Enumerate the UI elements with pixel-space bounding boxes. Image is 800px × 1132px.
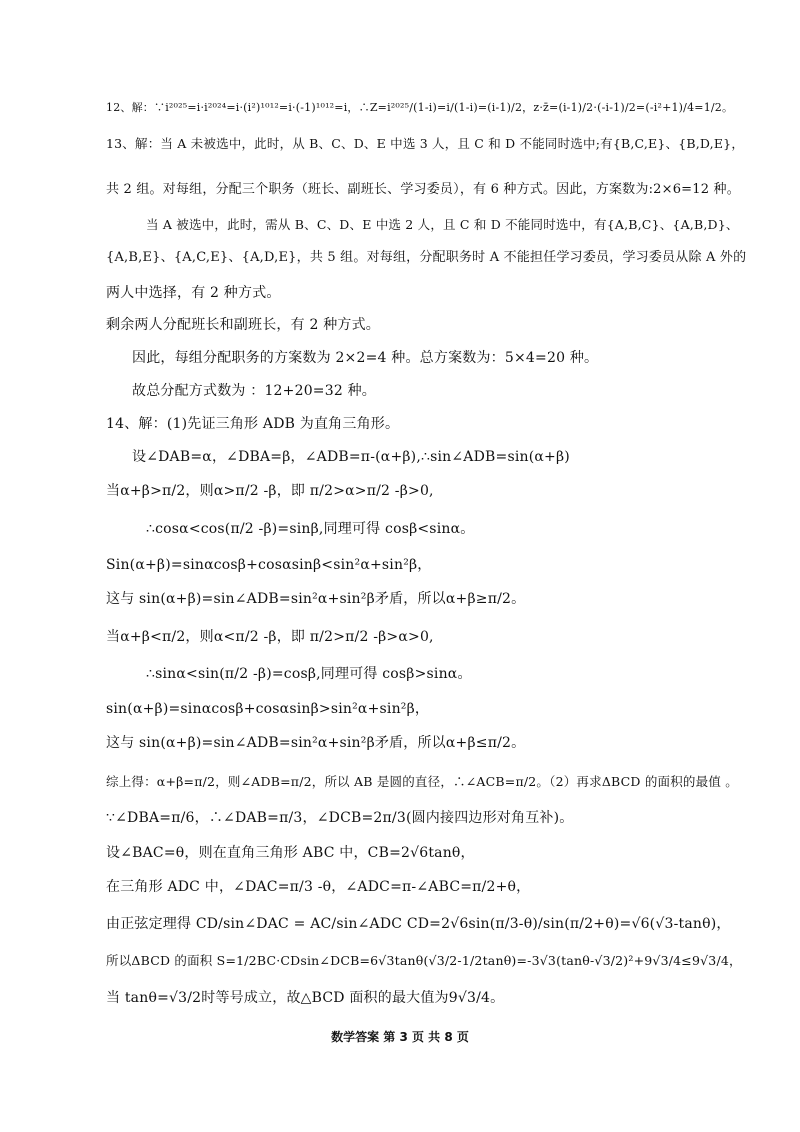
text-line: 当 A 被选中，此时，需从 B、C、D、E 中选 2 人，且 C 和 D 不能同时选中，有{A,B,C}、{A,B,D}、 xyxy=(146,217,739,232)
text-line: {A,B,E}、{A,C,E}、{A,D,E}，共 5 组。对每组，分配职务时 A 不能担任学习委员，学习委员从除 A 外的 xyxy=(106,250,747,265)
text-line: 当α+β<π/2，则α<π/2 -β，即 π/2>π/2 -β>α>0, xyxy=(106,629,434,645)
text-line: 设∠BAC=θ，则在直角三角形 ABC 中，CB=2√6tanθ， xyxy=(106,845,475,861)
text-line: sin(α+β)=sinαcosβ+cosαsinβ>sin²α+sin²β， xyxy=(106,701,430,717)
text-line: ∵∠DBA=π/6，∴∠DAB=π/3，∠DCB=2π/3(圆内接四边形对角互补)。 xyxy=(106,810,574,826)
text-line: ∴sinα<sin(π/2 -β)=cosβ,同理可得 cosβ>sinα。 xyxy=(146,666,472,682)
text-line: 这与 sin(α+β)=sin∠ADB=sin²α+sin²β矛盾，所以α+β≥π/2。 xyxy=(106,591,526,607)
text-line: ∴cosα<cos(π/2 -β)=sinβ,同理可得 cosβ<sinα。 xyxy=(146,521,475,537)
text-line: Sin(α+β)=sinαcosβ+cosαsinβ<sin²α+sin²β， xyxy=(106,557,432,573)
text-line: 这与 sin(α+β)=sin∠ADB=sin²α+sin²β矛盾，所以α+β≤π/2。 xyxy=(106,735,526,751)
text-line: 综上得：α+β=π/2，则∠ADB=π/2，所以 AB 是圆的直径，∴∠ACB=π/2。（2）再求ΔBCD 的面积的最值 。 xyxy=(106,774,738,789)
text-line: 由正弦定理得 CD/sin∠DAC = AC/sin∠ADC CD=2√6sin(π/3-θ)/sin(π/2+θ)=√6(√3-tanθ)， xyxy=(106,916,731,932)
text-line: 因此，每组分配职务的方案数为 2×2=4 种。总方案数为：5×4=20 种。 xyxy=(132,350,599,366)
text-line: 所以ΔBCD 的面积 S=1/2BC·CDsin∠DCB=6√3tanθ(√3/2-1/2tanθ)=-3√3(tanθ-√3/2)²+9√3/4≤9√3/4， xyxy=(106,953,742,968)
text-line: 14、解：(1)先证三角形 ADB 为直角三角形。 xyxy=(106,416,400,432)
text-line: 当α+β>π/2，则α>π/2 -β，即 π/2>α>π/2 -β>0, xyxy=(106,483,434,499)
text-line: 两人中选择，有 2 种方式。 xyxy=(106,285,281,301)
text-line: 13、解：当 A 未被选中，此时，从 B、C、D、E 中选 3 人，且 C 和 D 不能同时选中;有{B,C,E}、{B,D,E}， xyxy=(106,136,745,151)
text-line: 设∠DAB=α，∠DBA=β，∠ADB=π-(α+β),∴sin∠ADB=sin(α+β) xyxy=(132,449,570,465)
text-line: 在三角形 ADC 中，∠DAC=π/3 -θ，∠ADC=π-∠ABC=π/2+θ， xyxy=(106,879,531,895)
text-line: 12、解：∵i²⁰²⁵=i·i²⁰²⁴=i·(i²)¹⁰¹²=i·(-1)¹⁰¹²=i，∴Z=i²⁰²⁵/(1-i)=i/(1-i)=(i-1)/2，z·z̄=(i-1)/2·(-i-1)/2=(-i²+1)/4=1/2。 xyxy=(106,101,734,114)
text-line: 共 2 组。对每组，分配三个职务（班长、副班长、学习委员），有 6 种方式。因此，方案数为:2×6=12 种。 xyxy=(106,182,740,197)
text-line: 当 tanθ=√3/2时等号成立，故△BCD 面积的最大值为9√3/4。 xyxy=(106,990,505,1006)
page-footer: 数学答案 第 3 页 共 8 页 xyxy=(331,1030,469,1044)
text-line: 故总分配方式数为 ：12+20=32 种。 xyxy=(132,383,377,399)
text-line: 剩余两人分配班长和副班长，有 2 种方式。 xyxy=(106,317,381,333)
